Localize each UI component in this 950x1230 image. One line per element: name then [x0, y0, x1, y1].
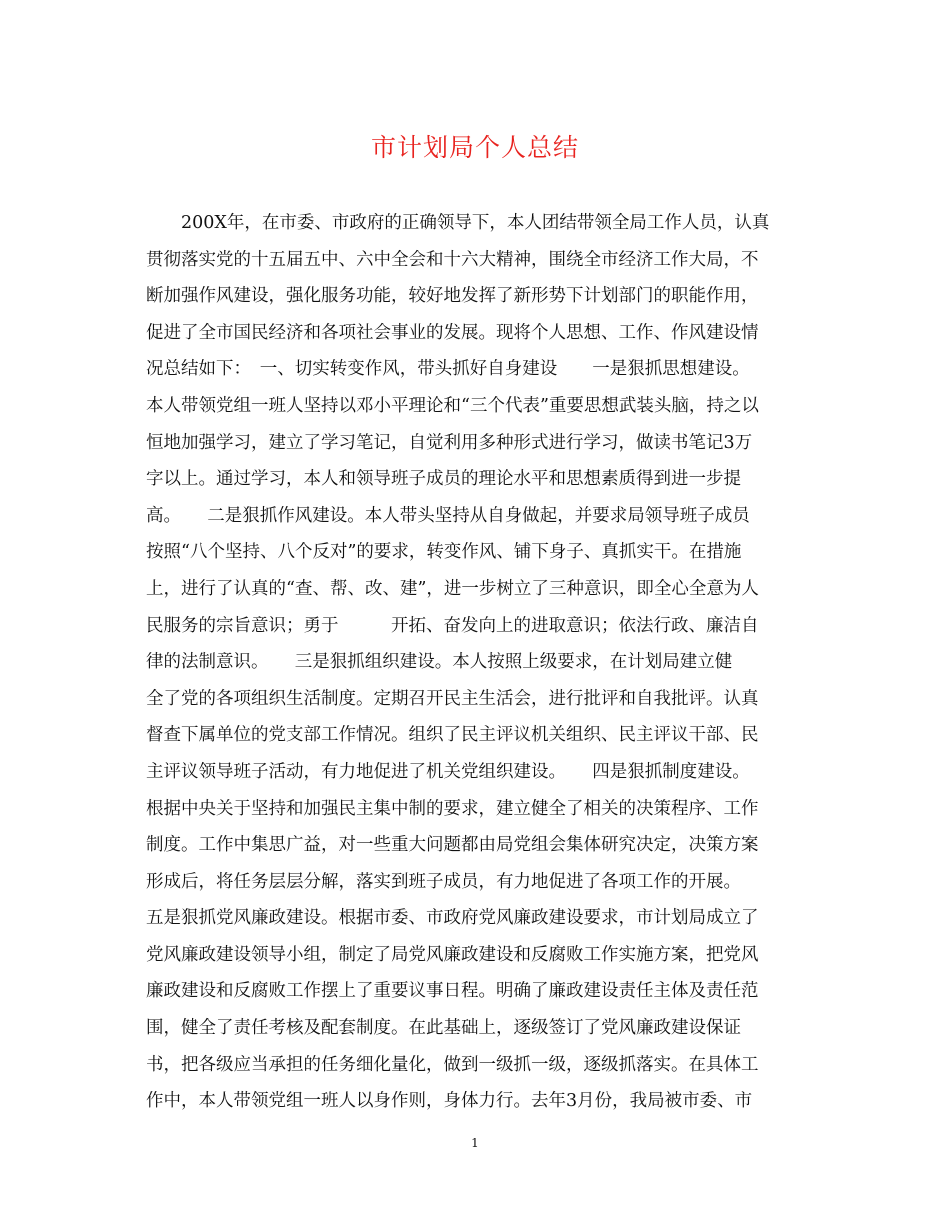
body-line-15: 督查下属单位的党支部工作情况。组织了民主评议机关组织、民主评议干部、民 [146, 725, 759, 746]
body-line-13: 律的法制意识。 三是狠抓组织建设。本人按照上级要求，在计划局建立健 [146, 652, 733, 673]
body-line-8: 字以上。通过学习，本人和领导班子成员的理论水平和思想素质得到进一步提 [146, 469, 741, 490]
document-body [146, 205, 806, 1120]
body-line-21: 党风廉政建设领导小组，制定了局党风廉政建设和反腐败工作实施方案，把党风 [146, 944, 759, 965]
body-line-20: 五是狠抓党风廉政建设。根据市委、市政府党风廉政建设要求，市计划局成立了 [146, 908, 759, 929]
body-line-12: 民服务的宗旨意识；勇于 开拓、奋发向上的进取意识；依法行政、廉洁自 [146, 615, 759, 636]
body-line-18: 制度。工作中集思广益，对一些重大问题都由局党组会集体研究决定，决策方案 [146, 835, 759, 856]
body-line-5: 况总结如下： 一、切实转变作风，带头抓好自身建设 一是狠抓思想建设。 [146, 359, 750, 380]
document-title: 市计划局个人总结 [370, 133, 579, 162]
body-line-11: 上，进行了认真的“查、帮、改、建”，进一步树立了三种意识，即全心全意为人 [146, 578, 759, 599]
body-line-17: 根据中央关于坚持和加强民主集中制的要求，建立健全了相关的决策程序、工作 [146, 798, 759, 819]
body-line-3: 断加强作风建设，强化服务功能，较好地发挥了新形势下计划部门的职能作用， [146, 286, 759, 307]
body-line-1: 200X年，在市委、市政府的正确领导下，本人团结带领全局工作人员，认真 [146, 213, 770, 233]
body-line-7: 恒地加强学习，建立了学习笔记，自觉利用多种形式进行学习，做读书笔记3万 [146, 432, 753, 453]
body-line-25: 作中，本人带领党组一班人以身作则，身体力行。去年3月份，我局被市委、市 [146, 1091, 753, 1112]
body-line-9: 高。 二是狠抓作风建设。本人带头坚持从自身做起，并要求局领导班子成员 [146, 505, 750, 526]
body-line-16: 主评议领导班子活动，有力地促进了机关党组织建设。 四是狠抓制度建设。 [146, 761, 750, 782]
page-number: 1 [471, 1136, 479, 1150]
body-line-19: 形成后，将任务层层分解，落实到班子成员，有力地促进了各项工作的开展。 [146, 871, 741, 892]
body-line-10: 按照“八个坚持、八个反对”的要求，转变作风、铺下身子、真抓实干。在措施 [146, 542, 742, 563]
body-line-23: 围，健全了责任考核及配套制度。在此基础上，逐级签订了党风廉政建设保证 [146, 1018, 741, 1039]
body-line-6: 本人带领党组一班人坚持以邓小平理论和“三个代表”重要思想武装头脑，持之以 [146, 395, 759, 416]
body-line-4: 促进了全市国民经济和各项社会事业的发展。现将个人思想、工作、作风建设情 [146, 322, 759, 343]
body-line-2: 贯彻落实党的十五届五中、六中全会和十六大精神，围绕全市经济工作大局，不 [146, 249, 759, 270]
body-line-22: 廉政建设和反腐败工作摆上了重要议事日程。明确了廉政建设责任主体及责任范 [146, 981, 759, 1002]
body-line-24: 书，把各级应当承担的任务细化量化，做到一级抓一级，逐级抓落实。在具体工 [146, 1054, 759, 1075]
body-line-14: 全了党的各项组织生活制度。定期召开民主生活会，进行批评和自我批评。认真 [146, 688, 759, 709]
